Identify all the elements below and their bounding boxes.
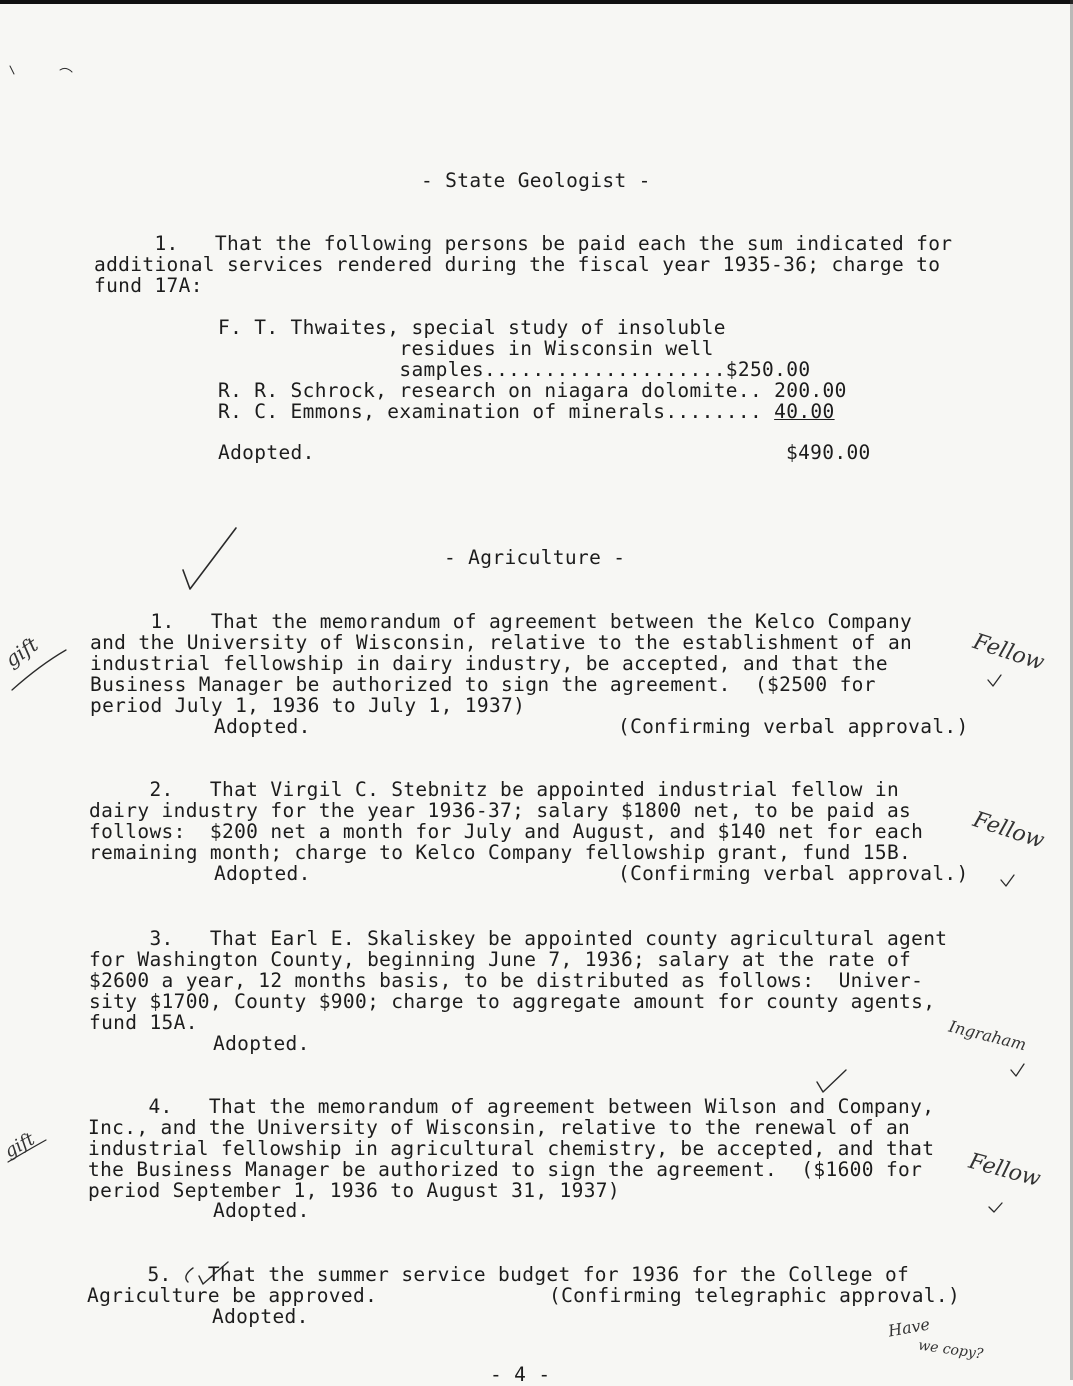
item-line: $2600 a year, 12 months basis, to be distributed as follows: Univer- bbox=[89, 969, 924, 992]
payment-total: $490.00 bbox=[786, 441, 871, 464]
handwritten-fellow-note: Fellow bbox=[969, 807, 1048, 854]
handwritten-query-line: Have bbox=[886, 1314, 932, 1341]
pen-stroke-icon bbox=[10, 66, 72, 74]
page-number: - 4 - bbox=[490, 1363, 551, 1386]
payment-amount-underlined: 40.00 bbox=[774, 400, 835, 423]
item-line: Inc., and the University of Wisconsin, relative to the renewal of an bbox=[88, 1116, 911, 1139]
adopted-label: Adopted. bbox=[213, 1032, 310, 1055]
handwritten-ingraham-note: Ingraham bbox=[946, 1016, 1029, 1055]
check-mark-icon bbox=[1011, 1064, 1024, 1076]
payment-line: R. R. Schrock, research on niagara dolomite.. 200.00 bbox=[218, 379, 847, 402]
check-mark-icon bbox=[817, 1070, 846, 1092]
item-line: period September 1, 1936 to August 31, 1937) bbox=[88, 1179, 620, 1202]
check-mark-icon bbox=[183, 528, 236, 589]
item-line: Business Manager be authorized to sign the agreement. ($2500 for bbox=[90, 673, 876, 696]
item-line: 5. That the summer service budget for 1936 for the College of bbox=[87, 1263, 910, 1286]
item-line: industrial fellowship in agricultural chemistry, be accepted, and that bbox=[88, 1137, 935, 1160]
handwritten-gift-note: gift bbox=[0, 632, 43, 672]
pen-stroke-icon bbox=[12, 650, 66, 690]
item-line: dairy industry for the year 1936-37; salary $1800 net, to be paid as bbox=[89, 799, 912, 822]
item-line: additional services rendered during the fiscal year 1935-36; charge to bbox=[94, 253, 941, 276]
section-heading-state-geologist: - State Geologist - bbox=[421, 169, 651, 192]
item-line: and the University of Wisconsin, relative to the establishment of an bbox=[90, 631, 913, 654]
item-line: follows: $200 net a month for July and August, and $140 net for each bbox=[89, 820, 924, 843]
bracket-mark-icon bbox=[186, 1268, 193, 1282]
adopted-label: Adopted. bbox=[214, 715, 311, 738]
item-line: 1. That the memorandum of agreement between the Kelco Company bbox=[90, 610, 913, 633]
adopted-label: Adopted. bbox=[213, 1199, 310, 1222]
item-line: fund 17A: bbox=[94, 274, 203, 297]
payment-description: R. C. Emmons, examination of minerals........ bbox=[218, 400, 775, 423]
adopted-label: Adopted. bbox=[212, 1305, 309, 1328]
pen-stroke-icon bbox=[8, 1140, 46, 1162]
item-line: 4. That the memorandum of agreement between Wilson and Company, bbox=[88, 1095, 935, 1118]
item-line: Agriculture be approved. bbox=[87, 1284, 378, 1307]
item-line: industrial fellowship in dairy industry, be accepted, and that the bbox=[90, 652, 888, 675]
payment-line: residues in Wisconsin well bbox=[218, 337, 714, 360]
approval-note: (Confirming verbal approval.) bbox=[618, 862, 969, 885]
handwritten-fellow-note: Fellow bbox=[966, 1148, 1044, 1193]
item-line: fund 15A. bbox=[89, 1011, 198, 1034]
handwritten-fellow-note: Fellow bbox=[969, 629, 1048, 676]
adopted-label: Adopted. bbox=[218, 441, 315, 464]
item-line: the Business Manager be authorized to sign the agreement. ($1600 for bbox=[88, 1158, 923, 1181]
item-line: for Washington County, beginning June 7, 1936; salary at the rate of bbox=[89, 948, 912, 971]
item-line: remaining month; charge to Kelco Company fellowship grant, fund 15B. bbox=[89, 841, 912, 864]
approval-note: (Confirming telegraphic approval.) bbox=[549, 1284, 961, 1307]
handwritten-gift-note: gift bbox=[0, 1128, 39, 1163]
check-mark-icon bbox=[1001, 875, 1014, 886]
payment-line: samples....................$250.00 bbox=[218, 358, 811, 381]
payment-line: F. T. Thwaites, special study of insoluble bbox=[218, 316, 726, 339]
check-mark-icon bbox=[988, 675, 1001, 686]
check-mark-icon bbox=[199, 1262, 228, 1284]
handwritten-query-line: we copy? bbox=[917, 1337, 985, 1363]
check-mark-icon bbox=[989, 1203, 1002, 1212]
item-line: 1. That the following persons be paid each the sum indicated for bbox=[94, 232, 953, 255]
item-line: 3. That Earl E. Skaliskey be appointed county agricultural agent bbox=[89, 927, 948, 950]
section-heading-agriculture: - Agriculture - bbox=[444, 546, 626, 569]
adopted-label: Adopted. bbox=[214, 862, 311, 885]
approval-note: (Confirming verbal approval.) bbox=[618, 715, 969, 738]
item-line: 2. That Virgil C. Stebnitz be appointed industrial fellow in bbox=[89, 778, 900, 801]
item-line: sity $1700, County $900; charge to aggregate amount for county agents, bbox=[89, 990, 936, 1013]
item-line: period July 1, 1936 to July 1, 1937) bbox=[90, 694, 526, 717]
